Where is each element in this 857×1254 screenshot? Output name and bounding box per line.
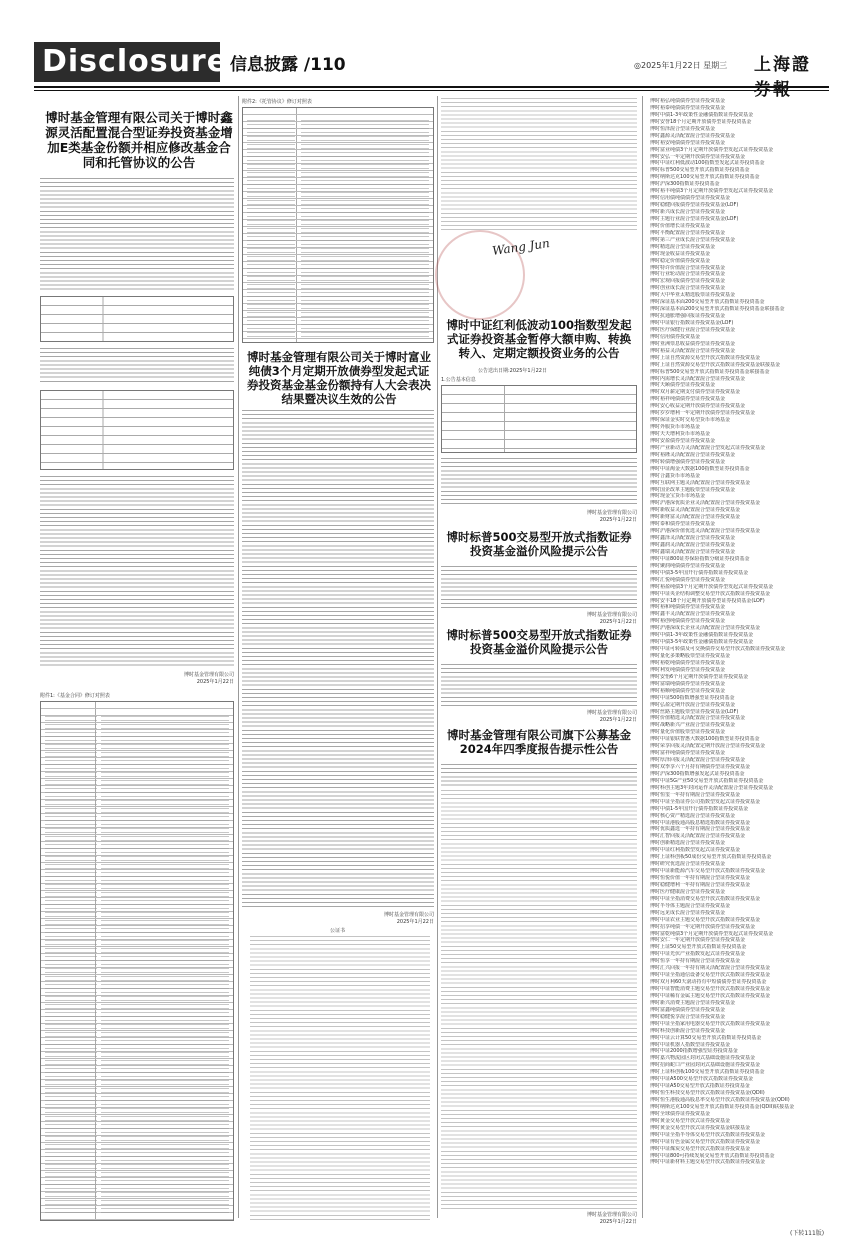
paper-name: 上海證 (754, 55, 811, 75)
fund-list-item: 博时聚润纯债债券型证券投资基金 (650, 562, 726, 569)
fund-list-item: 博时中证全指半导体交易型开放式指数证券投资基金 (650, 1131, 766, 1138)
fund-list-item: 博时鑫泽灵活配置混合型证券投资基金 (650, 535, 736, 542)
notary-body (250, 936, 430, 1220)
fund-list-item: 博时中证稀有金属主题交易型开放式指数证券投资基金 (650, 992, 771, 999)
masthead-rule (34, 86, 829, 88)
fund-list-item: 博时裕丰纯债3个月定期开放债券型发起式证券投资基金 (650, 188, 774, 195)
fund-list-item: 博时深证基本面200交易型开放式指数证券投资基金联接基金 (650, 306, 785, 313)
announcement-date: 公告送出日期:2025年1月22日 (478, 368, 547, 374)
fund-list-item: 博时互联网主题灵活配置混合型证券投资基金 (650, 479, 751, 486)
fund-list-item: 博时汇兴回报一年持有期灵活配置混合型证券投资基金 (650, 965, 771, 972)
fund-list-item: 博时医疗健康混合型证券投资基金 (650, 888, 726, 895)
fund-list-item: 博时利发纯债债券型证券投资基金 (650, 666, 726, 673)
fund-list-item: 博时创业成长混合型证券投资基金 (650, 285, 726, 292)
article-body (40, 348, 234, 384)
fund-list-item: 博时中证智能消费主题交易型开放式指数证券投资基金 (650, 986, 771, 992)
masthead-rule-thin (34, 90, 829, 91)
fund-list-item: 博时平衡配置混合型证券投资基金 (650, 229, 726, 236)
comparison-table (40, 701, 234, 1221)
fund-list-item: 博时价值增长证券投资基金 (650, 222, 711, 229)
fund-list-item: 博时安怡6个月定期开放债券型证券投资基金 (650, 673, 749, 680)
fund-list-item: 博时安弘一年定期开放债券型证券投资基金 (650, 153, 746, 160)
signature-block: 博时基金管理有限公司 2025年1月22日 (383, 912, 434, 925)
notary-body (441, 98, 637, 230)
fund-list-item: 博时优质鑫选一年持有期混合型证券投资基金 (650, 826, 751, 833)
fund-list-item: 博时内需增长灵活配置混合型证券投资基金 (650, 375, 746, 382)
fund-list-item: 博时中证2000指数增强型证券投资基金 (650, 1048, 738, 1055)
fund-list-item: 博时深证基本面200交易型开放式指数证券投资基金 (650, 299, 765, 306)
fund-list-item: 博时量化多策略股票型证券投资基金 (650, 653, 731, 659)
fund-list-item: 博时科技创新混合型证券投资基金 (650, 1027, 726, 1034)
fund-list-item: 博时弘盈定期开放混合型证券投资基金 (650, 701, 736, 708)
data-table (441, 385, 637, 453)
signature-block: 博时基金管理有限公司 2025年1月22日 (183, 672, 234, 685)
fund-list-item: 博时中证光伏产业指数发起式证券投资基金 (650, 951, 746, 958)
comparison-table (242, 107, 434, 343)
fund-list-item: 博时富祥纯债债券型证券投资基金 (650, 750, 726, 757)
fund-list-item: 博时中证煤炭交易型开放式指数证券投资基金 (650, 1145, 751, 1152)
article-headline: 博时标普500交易型开放式指数证券投资基金溢价风险提示公告 (446, 530, 632, 558)
fund-list-item: 博时价值精选灵活配置混合型证券投资基金 (650, 715, 746, 722)
fund-list-item: 博时稳健回报债券型证券投资基金(LOF) (650, 202, 739, 209)
fund-list-item: 博时保证金实时交易型货币市场基金 (650, 417, 731, 424)
fund-list-item: 博时量化价值股票型证券投资基金 (650, 729, 726, 736)
article-body (441, 764, 637, 786)
fund-list-item: 博时沪港深成长企业灵活配置混合型证券投资基金 (650, 625, 761, 632)
fund-list-item: 博时产业新动力灵活配置混合型发起式证券投资基金 (650, 444, 766, 451)
fund-list-item: 博时裕隆灵活配置混合型证券投资基金 (650, 451, 736, 458)
fund-list-item: 博时恒享一年持有期混合型证券投资基金 (650, 958, 741, 965)
column-divider (238, 96, 239, 1218)
fund-list-item: 博时新兴成长混合型证券投资基金 (650, 209, 726, 215)
fund-list-item: 博时新兴消费主题混合型证券投资基金 (650, 999, 736, 1006)
article-headline: 博时基金管理有限公司关于博时富业纯债3个月定期开放债券型发起式证券投资基金基金份额持有人大会表决结果暨决议生效的公告 (247, 350, 431, 406)
attachment-label: 附件2:《托管协议》修订对照表 (242, 99, 312, 105)
fund-list-item: 博时富乾纯债3个月定期开放债券型发起式证券投资基金 (650, 930, 774, 937)
fund-list-item: 博时转债增强债券型证券投资基金 (650, 458, 726, 465)
fund-list-item: 博时中证A50交易型开放式指数证券投资基金 (650, 1083, 750, 1090)
fund-list-item: 博时合鑫货币市场基金 (650, 472, 701, 479)
fund-list-item: 博时核心资产精选混合型证券投资基金 (650, 812, 736, 819)
fund-list-item: 博时天天增利货币市场基金 (650, 431, 711, 437)
fund-list-item: 博时中证红利指数型发起式证券投资基金 (650, 847, 741, 854)
notary-title: 公证书 (330, 928, 346, 934)
fund-list-item: 博时富鑫纯债债券型证券投资基金 (650, 1006, 726, 1013)
fund-list-item: 博时裕益灵活配置混合型证券投资基金 (650, 347, 736, 354)
fund-list-item: 博时沪港深优质企业灵活配置混合型证券投资基金 (650, 500, 761, 507)
fund-list-item: 博时安心收益定期开放债券型证券投资基金 (650, 403, 746, 410)
fund-list-item: 博时裕创纯债债券型证券投资基金 (650, 618, 726, 625)
fund-list-item: 博时中证银行指数证券投资基金(LOF) (650, 320, 734, 326)
fund-list-item: 博时鑫润灵活配置混合型证券投资基金 (650, 542, 736, 548)
fund-list-item: 博时安誉18个月定期开放债券型证券投资基金 (650, 118, 752, 125)
fund-list-item: 博时中证可转债及可交换债券交易型开放式指数证券投资基金 (650, 646, 786, 653)
fund-list-item: 博时中证机器人指数型证券投资基金 (650, 1041, 731, 1048)
fund-list-item: 博时鑫源灵活配置混合型证券投资基金 (650, 132, 736, 139)
fund-list-item: 博时沪港深价值优选灵活配置混合型证券投资基金 (650, 528, 761, 535)
brand-logo: Disclosure (34, 42, 220, 82)
article-body (441, 664, 637, 708)
signature-block: 博时基金管理有限公司 2025年1月22日 (586, 1212, 637, 1225)
fund-list-item: 博时汇悦纯债债券型证券投资基金 (650, 576, 726, 583)
fund-list-item: 博时恒悦价值一年持有期混合型证券投资基金 (650, 875, 751, 881)
fund-list-item: 博时大中华亚太精选股票证券投资基金 (650, 292, 736, 299)
fund-list-item: 博时恒玺一年持有期混合型证券投资基金 (650, 791, 741, 798)
fund-list-item: 博时行业轮动混合型证券投资基金 (650, 271, 726, 278)
issue-date: ◎2025年1月22日 星期三 (634, 61, 728, 70)
article-headline: 博时基金管理有限公司关于博时鑫源灵活配置混合型证券投资基金增加E类基金份额并相应修改基金合同和托管协议的公告 (45, 110, 233, 170)
fund-list-item: 博时中证央企结构调整交易型开放式指数证券投资基金 (650, 590, 771, 597)
attachment-label: 附件1:《基金合同》修订对照表 (40, 693, 110, 699)
fund-list-item: 博时半导体主题混合型证券投资基金 (650, 902, 731, 909)
fund-list-item: 博时现金收益证券投资基金 (650, 250, 711, 257)
fund-list-item: 博时裕弘纯债债券型证券投资基金 (650, 98, 726, 104)
fund-list-item: 博时亚洲票息收益债券型证券投资基金 (650, 340, 736, 347)
fund-list-item: 博时双月薪定期支付债券型证券投资基金 (650, 389, 741, 396)
fund-list-item: 博时双季享六个月持有期债券型证券投资基金 (650, 764, 751, 770)
fund-list-item: 博时中债3-5年政策性金融债指数证券投资基金 (650, 639, 754, 646)
fund-list-item: 博时稳健悦享混合型证券投资基金 (650, 1013, 726, 1020)
fund-list-item: 博时中证有色金属交易型开放式指数证券投资基金 (650, 1138, 761, 1145)
article-headline: 博时中证红利低波动100指数型发起式证券投资基金暂停大额申购、转换转入、定期定额投资业务的公告 (446, 318, 632, 360)
fund-list-item: 博时创新精选混合型证券投资基金 (650, 840, 726, 847)
signature-block: 博时基金管理有限公司 2025年1月22日 (586, 612, 637, 625)
fund-list-item: 博时中证全指通信设备交易型开放式指数证券投资基金 (650, 972, 771, 979)
fund-list-item: 博时黄金交易型开放式证券投资基金 (650, 1117, 731, 1124)
fund-list-item: 博时抗通胀增强回报证券投资基金 (650, 313, 726, 320)
fund-list-item: 博时主题行业混合型证券投资基金(LOF) (650, 215, 739, 222)
article-headline: 博时基金管理有限公司旗下公募基金2024年四季度报告提示性公告 (447, 728, 631, 756)
fund-list-item: 博时沪深300指数增强发起式证券投资基金 (650, 770, 745, 777)
fund-list-item: 博时丝路主题股票型证券投资基金(LOF) (650, 708, 739, 715)
fund-list-item: 博时富业纯债3个月定期开放债券型发起式证券投资基金 (650, 146, 774, 153)
fund-list-item: 博时中证500指数增强型证券投资基金 (650, 694, 735, 701)
fund-list-item: 博时中证淘金大数据100指数型证券投资基金 (650, 465, 750, 472)
fund-list-item: 博时招享纯债一年定期开放债券型证券投资基金 (650, 923, 756, 930)
fund-list-item: 博时安盈债券型证券投资基金 (650, 437, 716, 444)
fund-list-item: 博时研究优选混合型证券投资基金 (650, 861, 726, 868)
fund-list-item: 博时裕祥纯债债券型证券投资基金 (650, 396, 726, 403)
fund-list-item: 博时裕泰纯债债券型证券投资基金 (650, 104, 726, 111)
fund-list (650, 98, 830, 1166)
fund-list-item: 博时中证A500交易型开放式指数证券投资基金 (650, 1076, 753, 1083)
fund-list-item: 博时中债3-5年国开行债券指数证券投资基金 (650, 569, 749, 576)
fund-list-item: 博时中债1-5年国开行债券指数证券投资基金 (650, 805, 749, 812)
fund-list-item: 博时中债1-3年政策性金融债指数证券投资基金 (650, 111, 754, 118)
fund-list-item: 博时裕顺纯债债券型证券投资基金 (650, 687, 726, 694)
fund-list-item: 博时中证全指证券公司指数型发起式证券投资基金 (650, 798, 761, 805)
data-table (40, 296, 234, 342)
fund-list-item: 博时中证新材料主题交易型开放式指数证券投资基金 (650, 1159, 766, 1166)
fund-list-item: 博时裕乾纯债债券型证券投资基金 (650, 659, 726, 666)
fund-list-item: 博时岁岁增利一年定期开放债券型证券投资基金 (650, 410, 756, 417)
fund-list-item: 博时中证全指消费交易型开放式指数证券投资基金 (650, 895, 761, 902)
section-heading: 1.公告基本信息 (441, 377, 476, 383)
fund-list-item: 博时现金宝货币市场基金 (650, 493, 706, 500)
fund-list-item: 博时中证港股通高股息精选指数证券投资基金 (650, 819, 751, 826)
fund-list-item: 博时恒泽混合型证券投资基金 (650, 125, 716, 132)
fund-list-item: 博时信用债纯债债券型证券投资基金 (650, 195, 731, 202)
fund-list-item: 博时第三产业成长混合型证券投资基金 (650, 236, 736, 243)
fund-list-item: 博时中债1-3年政策性金融债指数证券投资基金 (650, 632, 754, 639)
fund-list-item: 博时裕安纯债债券型证券投资基金 (650, 139, 726, 146)
fund-list-item: 博时双月利60天滚动持有中短债债券型证券投资基金 (650, 979, 767, 986)
fund-list-item: 博时信用债券投资基金 (650, 333, 701, 340)
fund-list-item: 博时汇智回报灵活配置混合型证券投资基金 (650, 833, 746, 840)
article-body (441, 566, 637, 610)
section-title: 信息披露 /110 (230, 55, 346, 75)
fund-list-item: 博时泰和债券型证券投资基金 (650, 521, 716, 528)
fund-list-item: 博时富瑞纯债债券型证券投资基金 (650, 680, 726, 687)
article-body (40, 476, 234, 668)
fund-list-item: 博时恒生港股通高股息率交易型开放式指数证券投资基金(QDII) (650, 1097, 790, 1103)
fund-list-item: 博时中证银联智惠大数据100指数型证券投资基金 (650, 736, 760, 743)
fund-list-item: 博时中证农业主题交易型开放式指数证券投资基金 (650, 916, 761, 923)
fund-list-item: 博时外服货币市场基金 (650, 424, 701, 431)
fund-list-item: 博时沪深300指数证券投资基金 (650, 181, 720, 188)
fund-list-item: 博时上证50交易型开放式指数证券投资基金 (650, 944, 747, 951)
article-headline: 博时标普500交易型开放式指数证券投资基金溢价风险提示公告 (446, 628, 632, 656)
handwritten-signature: Wang Jun (491, 236, 551, 258)
column-divider (642, 96, 643, 1218)
fund-list-item: 博时鑫瑞灵活配置混合型证券投资基金 (650, 548, 736, 555)
article-body (40, 178, 234, 292)
fund-list-item: 博时科创主题3年封闭运作灵活配置混合型证券投资基金 (650, 784, 774, 791)
fund-list-item: 博时中证800证券保险指数分级证券投资基金 (650, 555, 750, 562)
fund-list-item: 博时天颐债券型证券投资基金 (650, 382, 716, 389)
fund-list-item: 博时裕和纯债债券型证券投资基金 (650, 604, 726, 611)
fund-list-item: 博时新收益灵活配置混合型证券投资基金 (650, 507, 741, 514)
fund-list-item: 博时标普500交易型开放式指数证券投资基金联接基金 (650, 368, 770, 375)
fund-list-item: 博时中证800可持续发展交易型开放式指数证券投资基金 (650, 1152, 775, 1159)
fund-list-item: 博时上证自然资源交易型开放式指数证券投资基金联接基金 (650, 361, 781, 368)
fund-list-item: 博时黄金交易型开放式证券投资基金联接基金 (650, 1124, 751, 1131)
fund-list-item: 博时上证科创板100交易型开放式指数证券投资基金 (650, 1069, 765, 1076)
fund-list-item: 博时中证云计算50交易型开放式指数证券投资基金 (650, 1034, 762, 1041)
page-continuation: (下转111版) (790, 1230, 825, 1237)
fund-list-item: 博时国企改革主题股票型证券投资基金 (650, 486, 736, 493)
fund-list-item: 博时厚泽回报灵活配置混合型证券投资基金 (650, 757, 746, 764)
fund-list-item: 博时纳斯达克100交易型开放式指数证券投资基金 (650, 174, 760, 181)
fund-list-item: 博时全球债券证券投资基金 (650, 1110, 711, 1117)
signature-block: 博时基金管理有限公司 2025年1月22日 (586, 710, 637, 723)
masthead (34, 42, 829, 82)
fund-list-item: 博时鑫丰灵活配置混合型证券投资基金 (650, 611, 736, 618)
fund-list-item: 博时战略新兴产业混合型证券投资基金 (650, 722, 736, 729)
fund-list-item: 博时上证自然资源交易型开放式指数证券投资基金 (650, 354, 761, 361)
fund-list-item: 博时荣享回报灵活配置定期开放混合型证券投资基金 (650, 743, 766, 750)
fund-list-item: 博时标普500交易型开放式指数证券投资基金 (650, 167, 750, 174)
fund-list-item: 博时远见成长混合型证券投资基金 (650, 909, 726, 916)
fund-list-item: 博时嘉兴物流园区封闭式基础设施证券投资基金 (650, 1055, 756, 1062)
fund-list-item: 博时中证全指家用电器交易型开放式指数证券投资基金 (650, 1020, 771, 1027)
article-body (441, 458, 637, 506)
fund-list-item: 博时特许价值混合型证券投资基金 (650, 264, 726, 271)
signature-block: 博时基金管理有限公司 2025年1月22日 (586, 510, 637, 523)
fund-list-item: 博时宏观回报债券型证券投资基金 (650, 278, 726, 285)
fund-list-continued (441, 790, 637, 1210)
article-body (242, 410, 434, 908)
fund-list-item: 博时新财富灵活配置混合型证券投资基金 (650, 514, 741, 521)
fund-list-item: 博时纳斯达克100交易型开放式指数证券投资基金(QDII)联接基金 (650, 1103, 795, 1110)
fund-list-item: 博时精选混合型证券投资基金 (650, 243, 716, 250)
fund-list-item: 博时上证科创板50成份交易型开放式指数证券投资基金 (650, 854, 772, 861)
fund-list-item: 博时中证新能源汽车交易型开放式指数证券投资基金 (650, 868, 766, 875)
fund-list-item: 博时医疗保健行业混合型证券投资基金 (650, 326, 736, 333)
fund-list-item: 博时安仁一年定期开放债券型证券投资基金 (650, 937, 746, 944)
fund-list-item: 博时稳定价值债券投资基金 (650, 257, 711, 264)
fund-list-item: 博时裕盈纯债3个月定期开放债券型发起式证券投资基金 (650, 583, 774, 590)
fund-list-item: 博时恒生科技交易型开放式指数证券投资基金(QDII) (650, 1090, 765, 1097)
fund-list-item: 博时中证红利低波动100指数型发起式证券投资基金 (650, 160, 765, 167)
fund-list-item: 博时稳健增利一年持有期混合型证券投资基金 (650, 881, 751, 888)
fund-list-item: 博时安丰18个月定期开放债券型证券投资基金(LOF) (650, 597, 765, 604)
data-table (40, 390, 234, 470)
fund-list-item: 博时中证5G产业50交易型开放式指数证券投资基金 (650, 777, 764, 784)
fund-list-item: 博时招商蛇口产业园封闭式基础设施证券投资基金 (650, 1062, 761, 1069)
